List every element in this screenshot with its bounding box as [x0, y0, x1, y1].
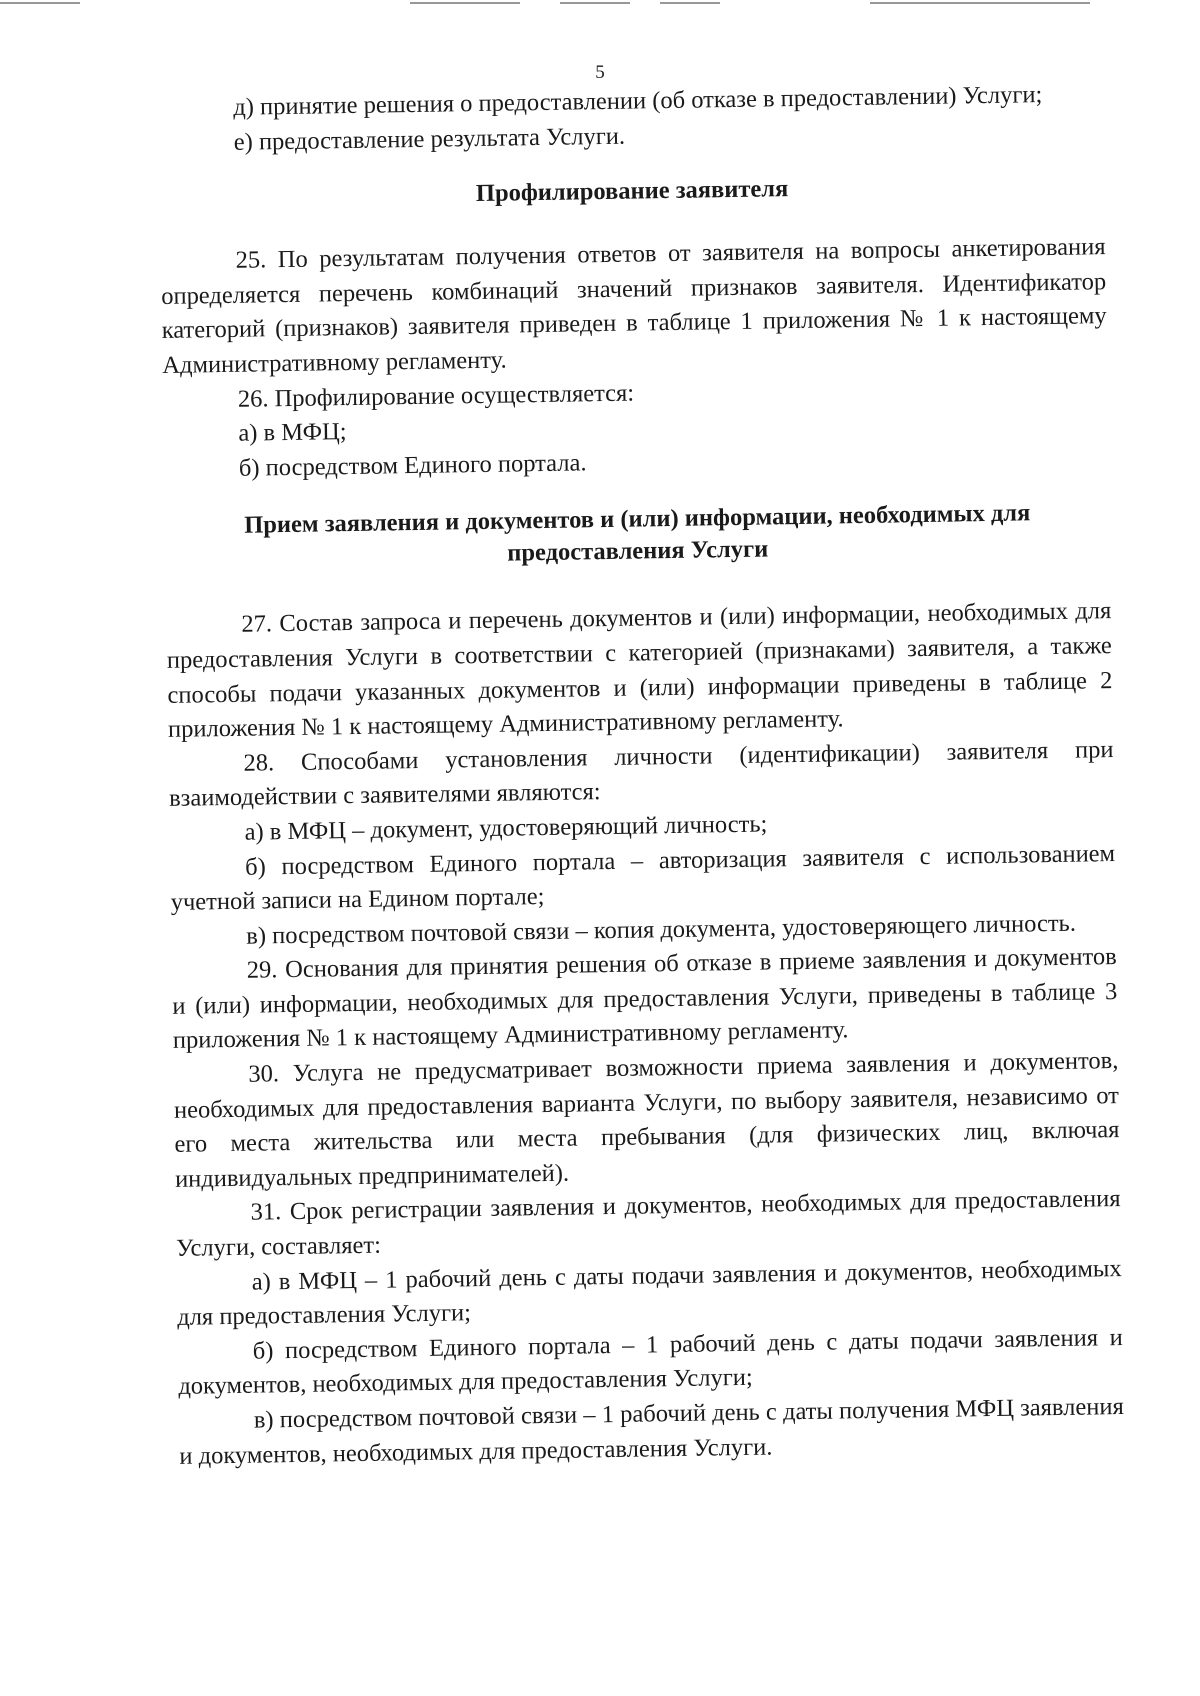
paragraph: 30. Услуга не предусматривает возможности приема заявления и документов, необходимых для предоставления варианта Услуги, по выбору заявителя, независимо от его места жительства или места пребывания (для физических лиц, включая индивидуальных предпринимателей). [173, 1047, 1120, 1193]
paragraph: б) посредством Единого портала – 1 рабочий день с даты подачи заявления и документов, необходимых для предоставления Услуги; [178, 1323, 1123, 1401]
paragraph: 31. Срок регистрации заявления и документов, необходимых для предоставления Услуги, составляет: [175, 1185, 1121, 1262]
paragraph: 26. Профилирование осуществляется: [237, 379, 635, 413]
paragraph: 27. Состав запроса и перечень документов и (или) информации, необходимых для предоставления Услуги в соответствии с категорией (признаками) заявителя, а также способы подачи указанных документов и (или) информации приведены в таблице 2 приложения № 1 к настоящему Административному регламенту. [166, 597, 1113, 744]
paragraph: в) посредством почтовой связи – 1 рабочий день с даты получения МФЦ заявления и документов, необходимых для предоставления Услуги. [179, 1392, 1124, 1470]
paragraph: а) в МФЦ – 1 рабочий день с даты подачи заявления и документов, необходимых для предоставления Услуги; [177, 1254, 1122, 1332]
paragraph: а) в МФЦ; [238, 418, 347, 447]
section-heading: Профилирование заявителя [475, 175, 789, 208]
paragraph: 29. Основания для принятия решения об отказе в приеме заявления и документов и (или) информации, необходимых для предоставления Услуги, приведены в таблице 3 приложения № 1 к настоящему Административному регламенту. [172, 943, 1118, 1055]
paragraph: а) в МФЦ – документ, удостоверяющий личность; [244, 810, 768, 846]
paragraph: 28. Способами установления личности (идентификации) заявителя при взаимодействии с заявителями являются: [168, 735, 1114, 813]
paragraph: е) предоставление результата Услуги. [233, 122, 626, 156]
paragraph: б) посредством Единого портала. [238, 449, 587, 482]
page-number: 5 [595, 62, 605, 83]
paragraph: 25. По результатам получения ответов от заявителя на вопросы анкетирования определяется перечень комбинаций значений признаков заявителя. Идентификатор категорий (признаков) заявителя приведен в таблице 1 приложения № 1 к настоящему Административному регламенту. [160, 233, 1107, 379]
paragraph: б) посредством Единого портала – авторизация заявителя с использованием учетной записи на Едином портале; [170, 839, 1116, 916]
paragraph: в) посредством почтовой связи – копия документа, удостоверяющего личность. [246, 909, 1077, 950]
document-body [158, 77, 1125, 1474]
paragraph: д) принятие решения о предоставлении (об отказе в предоставлении) Услуги; [233, 81, 1043, 121]
section-heading: Прием заявления и документов и (или) информации, необходимых для предоставления Услуги [244, 499, 1031, 567]
